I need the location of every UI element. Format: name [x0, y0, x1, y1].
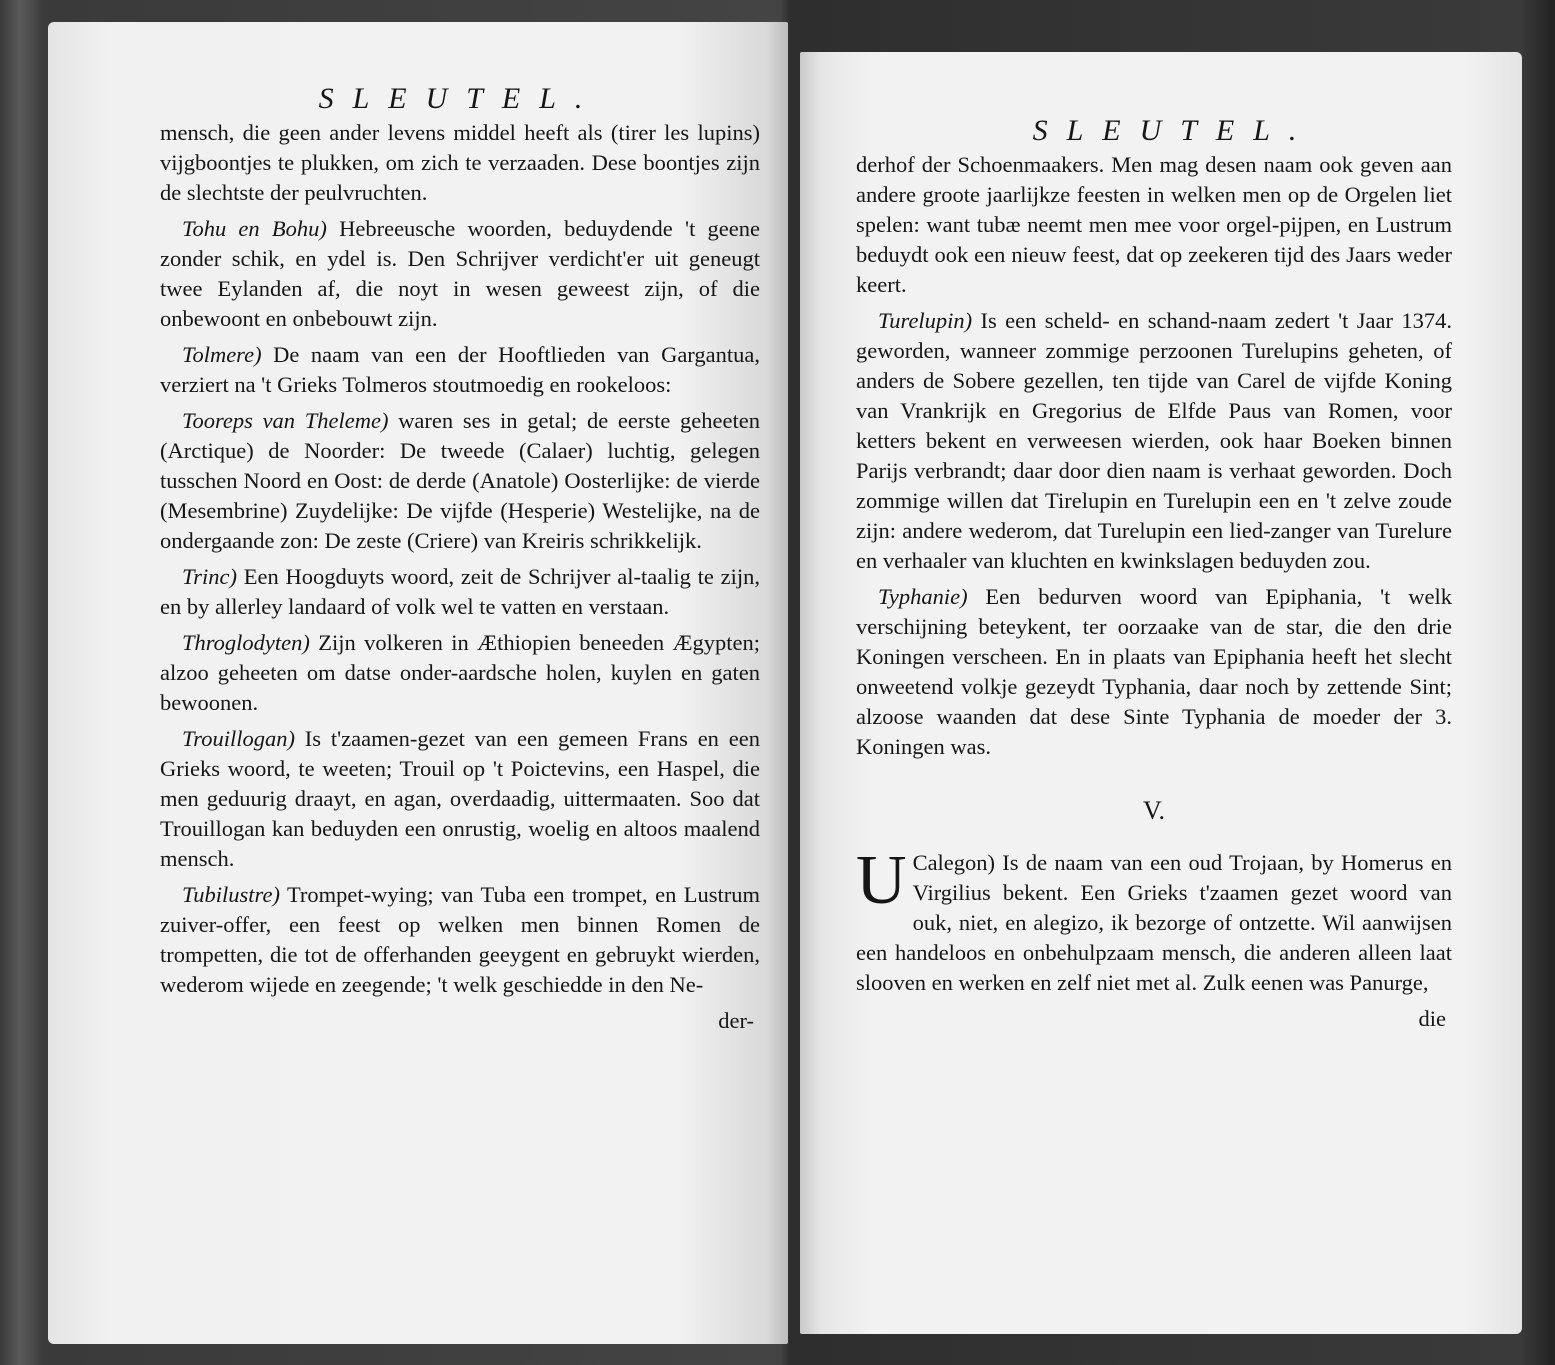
- right-catchword: die: [1418, 1006, 1446, 1031]
- entry-term: Tubilustre): [182, 882, 280, 907]
- entry-text: Een Hoogduyts woord, zeit de Schrijver al-taalig te zijn, en by allerley landaard of volk wel te vatten en verstaan.: [160, 564, 760, 619]
- left-paragraph-7: [160, 880, 760, 1000]
- right-page: [800, 52, 1522, 1334]
- dropcap-paragraph: [856, 842, 1452, 998]
- entry-text: waren ses in getal; de eerste geheeten (Arctique) de Noorder: De tweede (Calaer) luchtig, gelegen tusschen Noord en Oost: de derde (Anatole) Oosterlijke: de vierde (Mesembrine) Zuydelijke: De vijfde (Hesperie) Westelijke, na de ondergaande zon: De zeste (Criere) van Kreiris schrikkelijk.: [160, 408, 760, 553]
- left-paragraph-4: [160, 562, 760, 622]
- section-letter: V.: [1143, 796, 1165, 825]
- entry-text: Hebreeusche woorden, beduydende 't geene zonder schik, en ydel is. Den Schrijver verdicht'er uit geneugt twee Eylanden af, die noyt in wesen geweest zijn, of die onbewoont en onbebouwt zijn.: [160, 216, 760, 331]
- right-paragraph-2: [856, 582, 1452, 762]
- dropcap-entry: [856, 842, 1452, 998]
- right-running-head: SLEUTEL.: [1032, 114, 1316, 147]
- right-paragraph-0: derhof der Schoenmaakers. Men mag desen naam ook geven aan andere groote jaarlijkze feesten in welken men op de Orgelen liet spelen: want tubæ neemt men mee voor orgel-pijpen, en Lustrum beduydt ook een nieuw feest, dat op zeekeren tijd des Jaars weder keert.: [856, 152, 1452, 297]
- dropcap-letter: U: [856, 842, 907, 919]
- entry-term: Turelupin): [878, 308, 973, 333]
- left-paragraph-6: [160, 724, 760, 874]
- left-catchword: der-: [718, 1008, 754, 1033]
- entry-text: De naam van een der Hooftlieden van Gargantua, verziert na 't Grieks Tolmeros stoutmoedig en rookeloos:: [160, 342, 760, 397]
- left-running-head: SLEUTEL.: [318, 82, 602, 115]
- left-paragraph-2: [160, 340, 760, 400]
- left-paragraph-0: mensch, die geen ander levens middel heeft als (tirer les lupins) vijgboontjes te plukken, om zich te verzaaden. Dese boontjes zijn de slechtste der peulvruchten.: [160, 120, 760, 205]
- entry-term: Tohu en Bohu): [182, 216, 327, 241]
- entry-text: Trompet-wying; van Tuba een trompet, en Lustrum zuiver-offer, een feest op welken men binnen Romen de trompetten, die tot de offerhanden geeygent en gebruykt wierden, wederom wijede en zeegende; 't welk geschiedde in den Ne-: [160, 882, 760, 997]
- dropcap-text: Calegon) Is de naam van een oud Trojaan, by Homerus en Virgilius bekent. Een Grieks t'zaamen gezet woord van ouk, niet, en alegizo, ik bezorge of ontzette. Wil aanwijsen een handeloos en onbehulpzaam mensch, die anderen alleen laat slooven en werken en zelf niet met al. Zulk eenen was Panurge,: [856, 850, 1452, 995]
- entry-term: Typhanie): [878, 584, 968, 609]
- right-page-text: [856, 150, 1452, 762]
- right-paragraph-1: [856, 306, 1452, 576]
- entry-text: Is t'zaamen-gezet van een gemeen Frans en een Grieks woord, te weeten; Trouil op 't Poictevins, een Haspel, die men geduurig draayt, en agan, overdaadig, uittermaaten. Soo dat Trouillogan kan beduyden een onrustig, woelig en altoos maalend mensch.: [160, 726, 760, 871]
- left-paragraph-1: [160, 214, 760, 334]
- entry-text: Zijn volkeren in Æthiopien beneeden Ægypten; alzoo geheeten om datse onder-aardsche holen, kuylen en gaten bewoonen.: [160, 630, 760, 715]
- entry-term: Throglodyten): [182, 630, 310, 655]
- entry-term: Tolmere): [182, 342, 262, 367]
- entry-term: Trouillogan): [182, 726, 295, 751]
- left-page: [48, 22, 788, 1344]
- left-paragraph-5: [160, 628, 760, 718]
- entry-text: Is een scheld- en schand-naam zedert 't Jaar 1374. geworden, wanneer zommige perzoonen Turelupins geheten, of anders de Sobere gezellen, ten tijde van Carel de vijfde Koning van Vrankrijk en Gregorius de Elfde Paus van Romen, voor ketters bekent en verweesen wierden, ook haar Boeken binnen Parijs verbrandt; daar door dien naam is verhaat geworden. Doch zommige willen dat Tirelupin en Turelupin een en 't zelve zoude zijn: andere wederom, dat Turelupin een lied-zanger van Turelure en verhaaler van kluchten en kwinkslagen beduyden zou.: [856, 308, 1452, 573]
- entry-term: Trinc): [182, 564, 238, 589]
- entry-text: Een bedurven woord van Epiphania, 't welk verschijning beteykent, ter oorzaake van de star, die den drie Koningen verscheen. En in plaats van Epiphania heeft het slecht onweetend volkje gezeydt Typhania, daar noch by zettende Sint; alzoose waanden dat dese Sinte Typhania de moeder der 3. Koningen was.: [856, 584, 1452, 759]
- left-paragraph-3: [160, 406, 760, 556]
- left-page-text: [160, 118, 760, 1000]
- entry-term: Tooreps van Theleme): [182, 408, 389, 433]
